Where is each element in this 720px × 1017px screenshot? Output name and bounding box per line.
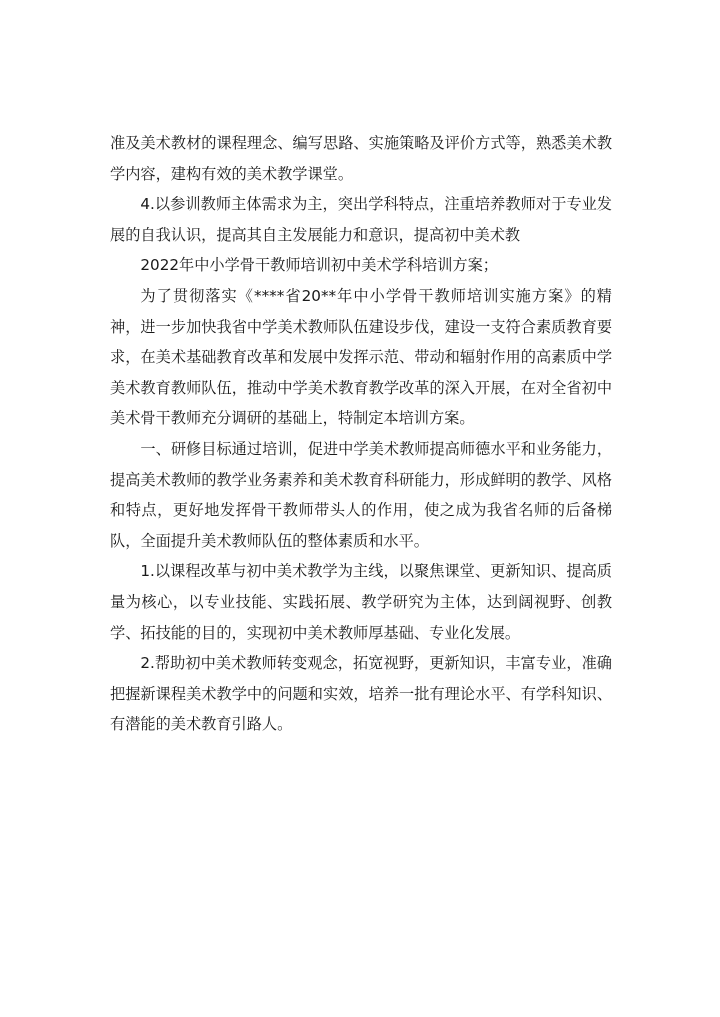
paragraph-item-4: 4.以参训教师主体需求为主，突出学科特点，注重培养教师对于专业发展的自我认识，提高其自主发展能力和意识，提高初中美术教: [110, 195, 612, 244]
paragraph-item-1: 1.以课程改革与初中美术教学为主线，以聚焦课堂、更新知识、提高质量为核心，以专业技能、实践拓展、教学研究为主体，达到阔视野、创教学、拓技能的目的，实现初中美术教师厚基础、专业化发展。: [110, 562, 612, 642]
paragraph-introduction: 为了贯彻落实《****省20**年中小学骨干教师培训实施方案》的精神，进一步加快我省中学美术教师队伍建设步伐，建设一支符合素质教育要求，在美术基础教育改革和发展中发挥示范、带动和辐射作用的高素质中学美术教育教师队伍，推动中学美术教育教学改革的深入开展，在对全省初中美术骨干教师充分调研的基础上，特制定本培训方案。: [110, 286, 612, 428]
paragraph-curriculum-philosophy: 准及美术教材的课程理念、编写思路、实施策略及评价方式等，熟悉美术教学内容，建构有效的美术教学课堂。: [110, 134, 612, 183]
paragraph-training-goals: 一、研修目标通过培训，促进中学美术教师提高师德水平和业务能力，提高美术教师的教学业务素养和美术教育科研能力，形成鲜明的教学、风格和特点，更好地发挥骨干教师带头人的作用，使之成为我省名师的后备梯队，全面提升美术教师队伍的整体素质和水平。: [110, 439, 612, 550]
document-body: [110, 128, 612, 740]
paragraph-plan-title: 2022年中小学骨干教师培训初中美术学科培训方案；: [140, 256, 498, 275]
paragraph-item-2: 2.帮助初中美术教师转变观念，拓宽视野，更新知识，丰富专业，准确把握新课程美术教学中的问题和实效，培养一批有理论水平、有学科知识、有潜能的美术教育引路人。: [110, 654, 612, 734]
